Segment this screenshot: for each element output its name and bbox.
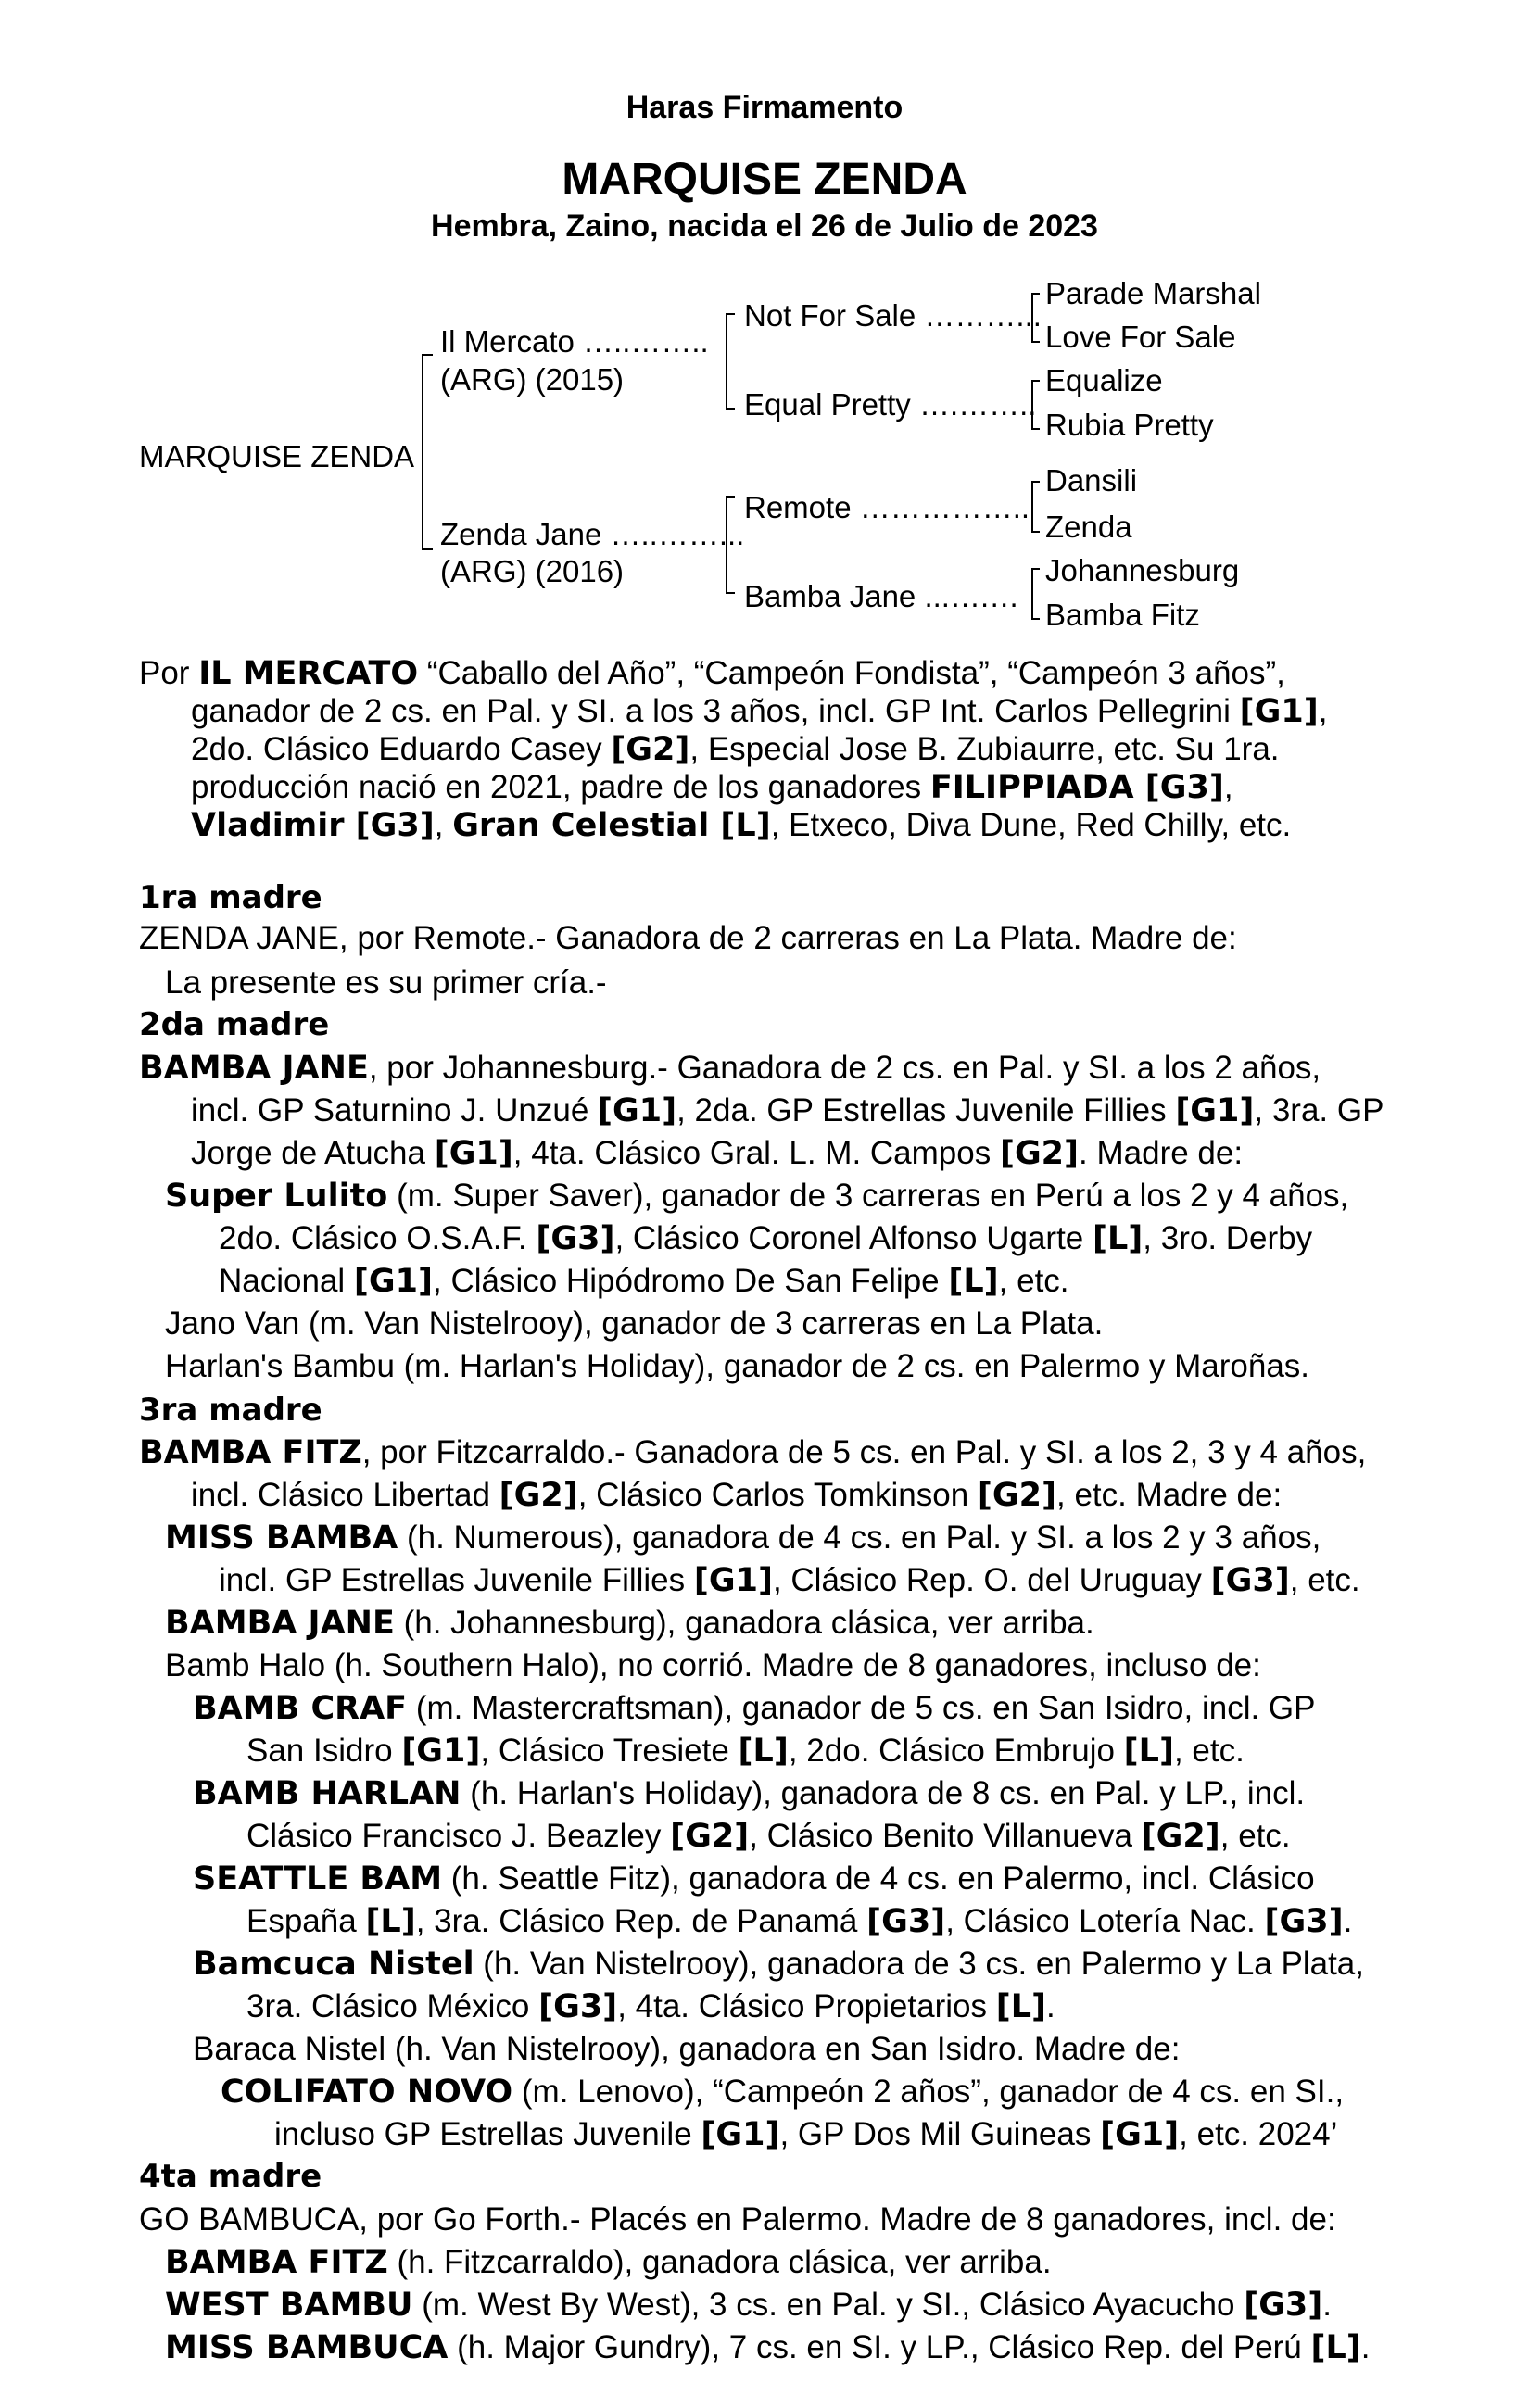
m4-line-2: BAMBA FITZ (h. Fitzcarraldo), ganadora clásica, ver arriba. <box>165 2244 1052 2281</box>
pedigree-sire: Il Mercato …..…….. <box>440 324 709 359</box>
pedigree-subject: MARQUISE ZENDA <box>139 439 415 473</box>
m3-line-9: BAMB HARLAN (h. Harlan's Holiday), ganadora de 8 cs. en Pal. y LP., incl. <box>193 1775 1306 1812</box>
pedigree-g3-4: Rubia Pretty <box>1045 408 1214 442</box>
sire-line-5: Vladimir [G3], Gran Celestial [L], Etxeco, Diva Dune, Red Chilly, etc. <box>191 807 1292 844</box>
m3-line-3: MISS BAMBA (h. Numerous), ganadora de 4 cs. en Pal. y SI. a los 2 y 3 años, <box>165 1519 1321 1557</box>
pedigree-bracket-1 <box>422 354 433 550</box>
pedigree-bracket-3b <box>1031 380 1040 430</box>
pedigree-g3-1: Parade Marshal <box>1045 276 1261 310</box>
pedigree-bracket-3c <box>1031 481 1040 533</box>
stud-name: Haras Firmamento <box>626 90 904 125</box>
m2-line-5: 2do. Clásico O.S.A.F. [G3], Clásico Coronel Alfonso Ugarte [L], 3ro. Derby <box>219 1220 1313 1257</box>
horse-title: MARQUISE ZENDA <box>562 155 967 204</box>
m4-line-1: GO BAMBUCA, por Go Forth.- Placés en Palermo. Madre de 8 ganadores, incl. de: <box>139 2201 1336 2238</box>
pedigree-dam-dam: Bamba Jane ...….… <box>744 579 1020 613</box>
m2-line-7: Jano Van (m. Van Nistelrooy), ganador de 3 carreras en La Plata. <box>165 1305 1104 1342</box>
pedigree-g3-3: Equalize <box>1045 363 1163 397</box>
horse-description: Hembra, Zaino, nacida el 26 de Julio de 2023 <box>431 208 1098 244</box>
pedigree-g3-2: Love For Sale <box>1045 320 1236 354</box>
m3-line-5: BAMBA JANE (h. Johannesburg), ganadora clásica, ver arriba. <box>165 1605 1094 1642</box>
pedigree-sire-dam: Equal Pretty ….…….. <box>744 387 1037 422</box>
sire-line-4: producción nació en 2021, padre de los ganadores FILIPPIADA [G3], <box>191 769 1233 806</box>
sire-line-2: ganador de 2 cs. en Pal. y SI. a los 3 años, incl. GP Int. Carlos Pellegrini [G1], <box>191 693 1328 730</box>
m2-line-8: Harlan's Bambu (m. Harlan's Holiday), ganador de 2 cs. en Palermo y Maroñas. <box>165 1348 1310 1384</box>
m2-line-6: Nacional [G1], Clásico Hipódromo De San Felipe [L], etc. <box>219 1263 1069 1300</box>
sire-line-1: Por IL MERCATO “Caballo del Año”, “Campeón Fondista”, “Campeón 3 años”, <box>139 655 1285 692</box>
m3-line-2: incl. Clásico Libertad [G2], Clásico Carlos Tomkinson [G2], etc. Madre de: <box>191 1477 1283 1514</box>
section-title-m1: 1ra madre <box>139 879 322 916</box>
m3-line-11: SEATTLE BAM (h. Seattle Fitz), ganadora de 4 cs. en Palermo, incl. Clásico <box>193 1860 1315 1897</box>
pedigree-bracket-3d <box>1031 568 1040 620</box>
m4-line-4: MISS BAMBUCA (h. Major Gundry), 7 cs. en SI. y LP., Clásico Rep. del Perú [L]. <box>165 2329 1371 2366</box>
pedigree-dam: Zenda Jane …..……... <box>440 517 745 551</box>
m3-line-8: San Isidro [G1], Clásico Tresiete [L], 2do. Clásico Embrujo [L], etc. <box>246 1733 1245 1770</box>
section-title-m2: 2da madre <box>139 1006 330 1043</box>
pedigree-sire-origin: (ARG) (2015) <box>440 362 625 397</box>
m3-line-12: España [L], 3ra. Clásico Rep. de Panamá [G3], Clásico Lotería Nac. [G3]. <box>246 1903 1353 1940</box>
m3-line-7: BAMB CRAF (m. Mastercraftsman), ganador de 5 cs. en San Isidro, incl. GP <box>193 1690 1316 1727</box>
m3-line-16: COLIFATO NOVO (m. Lenovo), “Campeón 2 años”, ganador de 4 cs. en SI., <box>221 2074 1345 2111</box>
section-title-m4: 4ta madre <box>139 2158 322 2195</box>
pedigree-dam-sire: Remote …………….. <box>744 490 1030 524</box>
m3-line-4: incl. GP Estrellas Juvenile Fillies [G1], Clásico Rep. O. del Uruguay [G3], etc. <box>219 1562 1360 1599</box>
m3-line-14: 3ra. Clásico México [G3], 4ta. Clásico Propietarios [L]. <box>246 1988 1055 2025</box>
pedigree-bracket-2b <box>726 496 735 594</box>
m1-line-1: ZENDA JANE, por Remote.- Ganadora de 2 carreras en La Plata. Madre de: <box>139 920 1237 956</box>
pedigree-bracket-3a <box>1031 293 1040 343</box>
m3-line-10: Clásico Francisco J. Beazley [G2], Clásico Benito Villanueva [G2], etc. <box>246 1818 1291 1855</box>
m3-line-15: Baraca Nistel (h. Van Nistelrooy), ganadora en San Isidro. Madre de: <box>193 2031 1181 2067</box>
m1-line-2: La presente es su primer cría.- <box>165 964 607 1001</box>
m3-line-17: incluso GP Estrellas Juvenile [G1], GP Dos Mil Guineas [G1], etc. 2024’ <box>274 2116 1338 2153</box>
pedigree-dam-origin: (ARG) (2016) <box>440 554 625 588</box>
pedigree-g3-6: Zenda <box>1045 510 1132 544</box>
sire-line-3: 2do. Clásico Eduardo Casey [G2], Especial Jose B. Zubiaurre, etc. Su 1ra. <box>191 731 1280 768</box>
m3-line-6: Bamb Halo (h. Southern Halo), no corrió. Madre de 8 ganadores, incluso de: <box>165 1647 1261 1683</box>
pedigree-g3-8: Bamba Fitz <box>1045 598 1200 632</box>
m2-line-4: Super Lulito (m. Super Saver), ganador de 3 carreras en Perú a los 2 y 4 años, <box>165 1178 1349 1215</box>
m2-line-1: BAMBA JANE, por Johannesburg.- Ganadora de 2 cs. en Pal. y SI. a los 2 años, <box>139 1050 1321 1087</box>
m3-line-13: Bamcuca Nistel (h. Van Nistelrooy), ganadora de 3 cs. en Palermo y La Plata, <box>193 1946 1364 1983</box>
pedigree-g3-5: Dansili <box>1045 463 1138 498</box>
m2-line-2: incl. GP Saturnino J. Unzué [G1], 2da. GP Estrellas Juvenile Fillies [G1], 3ra. GP <box>191 1092 1384 1129</box>
m3-line-1: BAMBA FITZ, por Fitzcarraldo.- Ganadora de 5 cs. en Pal. y SI. a los 2, 3 y 4 años, <box>139 1434 1367 1471</box>
pedigree-bracket-2a <box>726 313 735 410</box>
pedigree-g3-7: Johannesburg <box>1045 553 1240 587</box>
pedigree-sire-sire: Not For Sale ………... <box>744 298 1042 333</box>
m4-line-3: WEST BAMBU (m. West By West), 3 cs. en Pal. y SI., Clásico Ayacucho [G3]. <box>165 2287 1333 2324</box>
section-title-m3: 3ra madre <box>139 1392 322 1429</box>
m2-line-3: Jorge de Atucha [G1], 4ta. Clásico Gral. L. M. Campos [G2]. Madre de: <box>191 1135 1244 1172</box>
